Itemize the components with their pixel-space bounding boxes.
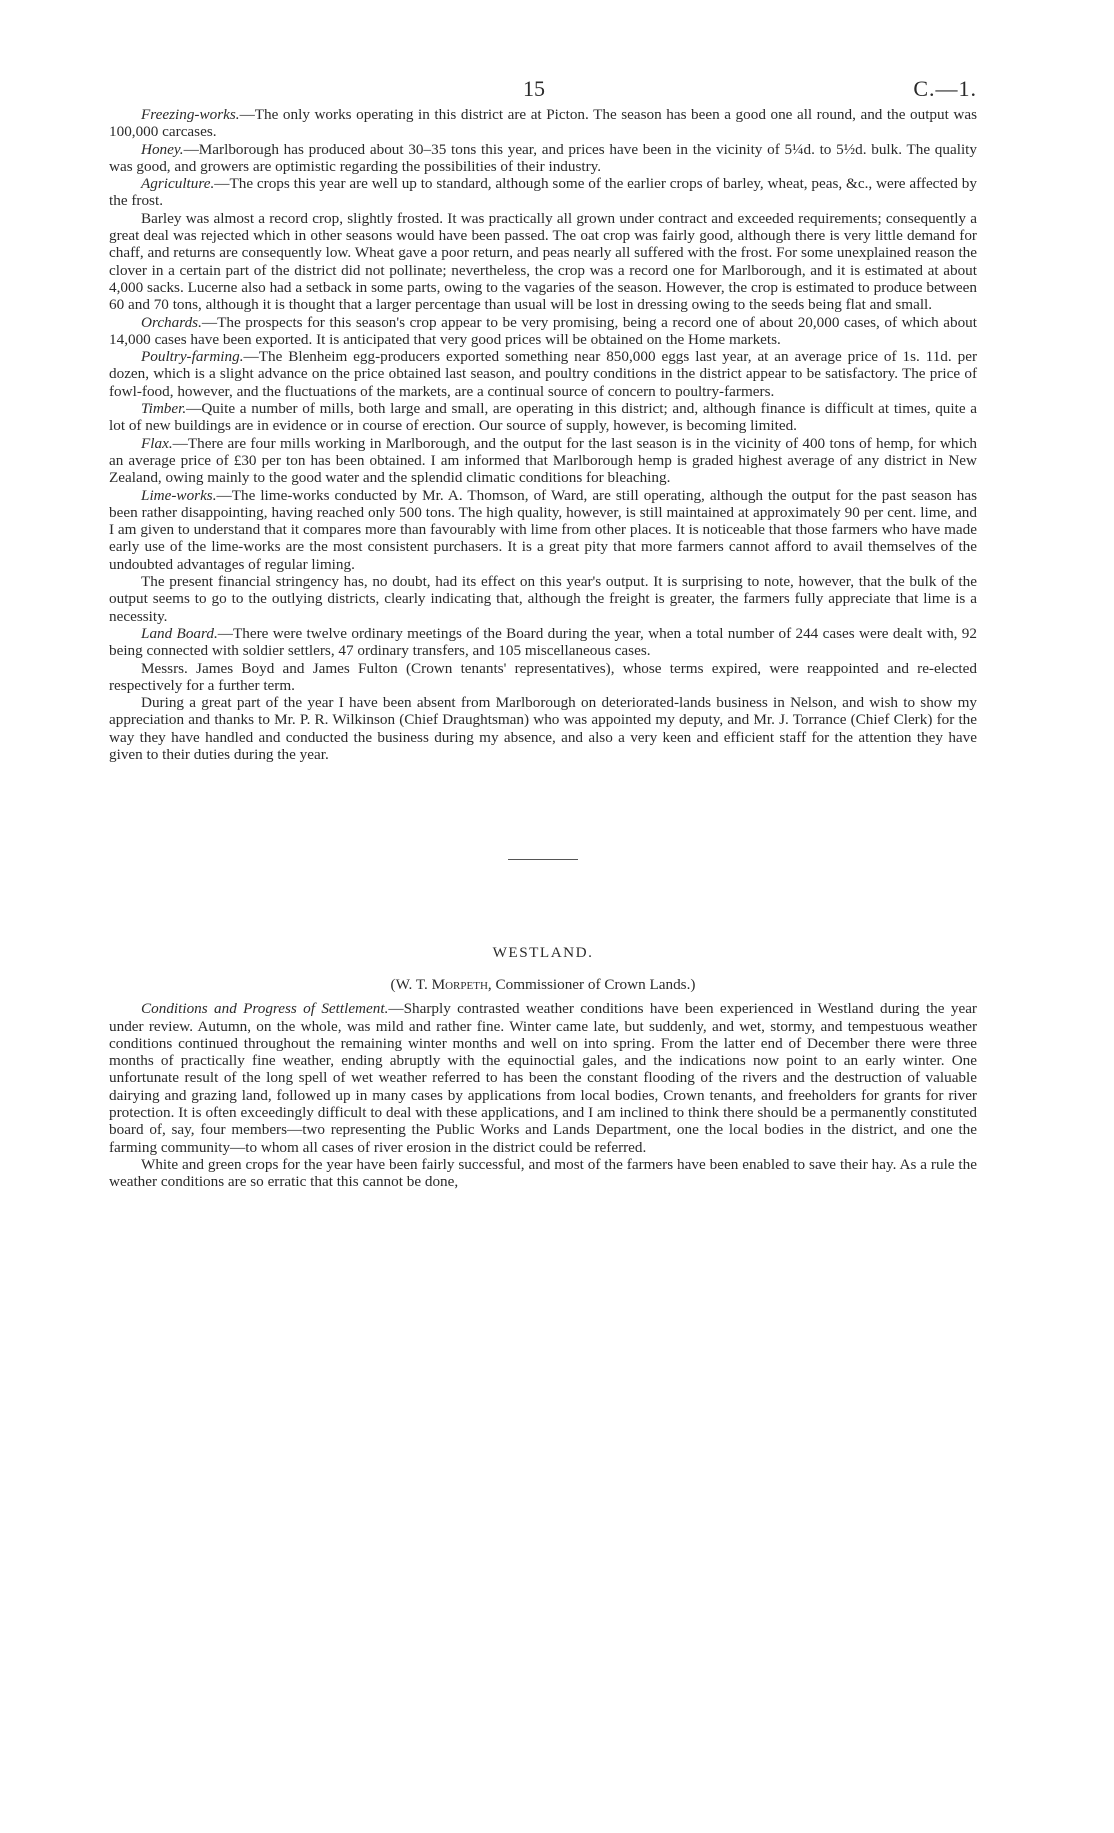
paragraph-text: —The crops this year are well up to standard, although some of the earlier crops of barley, wheat, peas, &c., were affected by the frost. <box>109 175 977 210</box>
document-page <box>109 72 977 1191</box>
page-header <box>109 72 977 106</box>
paragraph <box>109 660 977 695</box>
paragraph <box>109 348 977 400</box>
paragraph <box>109 1156 977 1191</box>
paragraph-text: —Sharply contrasted weather conditions have been experienced in Westland during the year under review. Autumn, on the whole, was mild and rather fine. Winter came late, but suddenly, and wet, stormy, and tempestuous weather conditions continued throughout the remaining winter months and well on into spring. From the latter end of December there were three months of practically fine weather, ending abruptly with the equinoctial gales, and the indications now point to an early winter. One unfortunate result of the long spell of wet weather referred to has been the constant flooding of the rivers and the destruction of valuable dairying and grazing land, followed up in many cases by applications from local bodies, Crown tenants, and freeholders for grants for river protection. It is often exceedingly difficult to deal with these applications, and I am inclined to think there should be a permanently constituted board of, say, four members—two representing the Public Works and Lands Department, one the local bodies in the district, and one the farming community—to whom all cases of river erosion in the district could be referred. <box>109 1000 977 1156</box>
paragraph-lead: Land Board. <box>141 624 218 642</box>
westland-section <box>109 1000 977 1190</box>
paragraph-lead: Flax. <box>141 434 173 452</box>
paragraph-text: —There are four mills working in Marlborough, and the output for the last season is in the vicinity of 400 tons of hemp, for which an average price of £30 per ton has been obtained. I am informed that Marlborough hemp is graded highest average of any district in New Zealand, owing mainly to the good water and the splendid climatic conditions for bleaching. <box>109 434 977 487</box>
commissioner-line <box>109 976 977 994</box>
paragraph <box>109 487 977 573</box>
paragraph <box>109 625 977 660</box>
paragraph-lead: Lime-works. <box>141 486 217 504</box>
paragraph <box>109 106 977 141</box>
paragraph <box>109 694 977 763</box>
paragraph <box>109 573 977 625</box>
paragraph-lead: Timber. <box>141 400 187 418</box>
document-reference: C.—1. <box>913 76 977 101</box>
paragraph <box>109 141 977 176</box>
paragraph-text: Barley was almost a record crop, slightly frosted. It was practically all grown under contract and exceeded requirements; consequently a great deal was rejected which in other seasons would have been passed. The oat crop was fairly good, although there is very little demand for chaff, and returns are consequently low. Wheat gave a poor return, and peas nearly all suffered with the frost. For some unexplained reason the clover in a certain part of the district did not pollinate; nevertheless, the crop was a record one for Marlborough, and it is estimated at about 4,000 sacks. Lucerne also had a setback in some parts, owing to the vagaries of the season. However, the crop is estimated to produce between 60 and 70 tons, although it is thought that a larger percentage than usual will be lost in dressing owing to the seeds being flat and small. <box>109 209 977 314</box>
paragraph <box>109 1000 977 1156</box>
section-divider <box>508 859 578 860</box>
commissioner-open: (W. T. <box>390 976 432 994</box>
page-number: 15 <box>523 76 545 101</box>
paragraph-lead: Agriculture. <box>141 175 215 193</box>
paragraph-text: —The only works operating in this district are at Picton. The season has been a good one all round, and the output was 100,000 carcases. <box>109 106 977 141</box>
paragraph-lead: Orchards. <box>141 313 202 331</box>
paragraph-text: The present financial stringency has, no doubt, had its effect on this year's output. It is surprising to note, however, that the bulk of the output seems to go to the outlying districts, clearly indicating that, although the freight is greater, the farmers fully appreciate that lime is a necessity. <box>109 573 977 625</box>
paragraph-text: —The lime-works conducted by Mr. A. Thomson, of Ward, are still operating, although the output for the past season has been rather disappointing, having reached only 500 tons. The high quality, however, is still maintained at approximately 90 per cent. lime, and I am given to understand that it compares more than favourably with lime from other places. It is noticeable that those farmers who have made early use of the lime-works are the most consistent purchasers. It is a great pity that more farmers cannot afford to avail themselves of the undoubted advantages of regular liming. <box>109 486 977 573</box>
paragraph-text: White and green crops for the year have been fairly successful, and most of the farmers have been enabled to save their hay. As a rule the weather conditions are so erratic that this cannot be done, <box>109 1155 977 1191</box>
paragraph <box>109 175 977 210</box>
paragraph-lead: Freezing-works. <box>141 106 240 123</box>
paragraph <box>109 314 977 349</box>
paragraph-lead: Honey. <box>141 140 184 158</box>
paragraph-text: During a great part of the year I have been absent from Marlborough on deteriorated-lands business in Nelson, and wish to show my appreciation and thanks to Mr. P. R. Wilkinson (Chief Draughtsman) who was appointed my deputy, and Mr. J. Torrance (Chief Clerk) for the way they have handled and conducted the business during my absence, and also a very keen and efficient staff for the attention they have given to their duties during the year. <box>109 694 977 763</box>
marlborough-section <box>109 106 977 763</box>
paragraph <box>109 210 977 314</box>
paragraph-text: —There were twelve ordinary meetings of the Board during the year, when a total number of 244 cases were dealt with, 92 being connected with soldier settlers, 47 ordinary transfers, and 105 miscellaneous cases. <box>109 624 977 660</box>
paragraph-text: —Marlborough has produced about 30–35 tons this year, and prices have been in the vicinity of 5¼d. to 5½d. bulk. The quality was good, and growers are optimistic regarding the possibilities of their industry. <box>109 140 977 175</box>
section-heading-westland: WESTLAND. <box>492 944 594 962</box>
paragraph-lead: Conditions and Progress of Settlement. <box>141 1000 389 1018</box>
paragraph-lead: Poultry-farming. <box>141 348 244 366</box>
paragraph-text: —Quite a number of mills, both large and small, are operating in this district; and, although finance is difficult at times, quite a lot of new buildings are in evidence or in course of erection. Our source of supply, however, is becoming limited. <box>109 400 977 435</box>
paragraph <box>109 400 977 435</box>
commissioner-rest: , Commissioner of Crown Lands.) <box>487 976 696 994</box>
commissioner-name: Morpeth <box>431 976 488 994</box>
paragraph <box>109 435 977 487</box>
paragraph-text: Messrs. James Boyd and James Fulton (Crown tenants' representatives), whose terms expired, were reappointed and re-elected respectively for a further term. <box>109 659 977 694</box>
paragraph-text: —The Blenheim egg-producers exported something near 850,000 eggs last year, at an average price of 1s. 11d. per dozen, which is a slight advance on the price obtained last season, and poultry conditions in the district appear to be satisfactory. The price of fowl-food, however, and the fluctuations of the markets, are a continual source of concern to poultry-farmers. <box>109 348 977 400</box>
paragraph-text: —The prospects for this season's crop appear to be very promising, being a record one of about 20,000 cases, of which about 14,000 cases have been exported. It is anticipated that very good prices will be obtained on the Home markets. <box>109 313 977 348</box>
